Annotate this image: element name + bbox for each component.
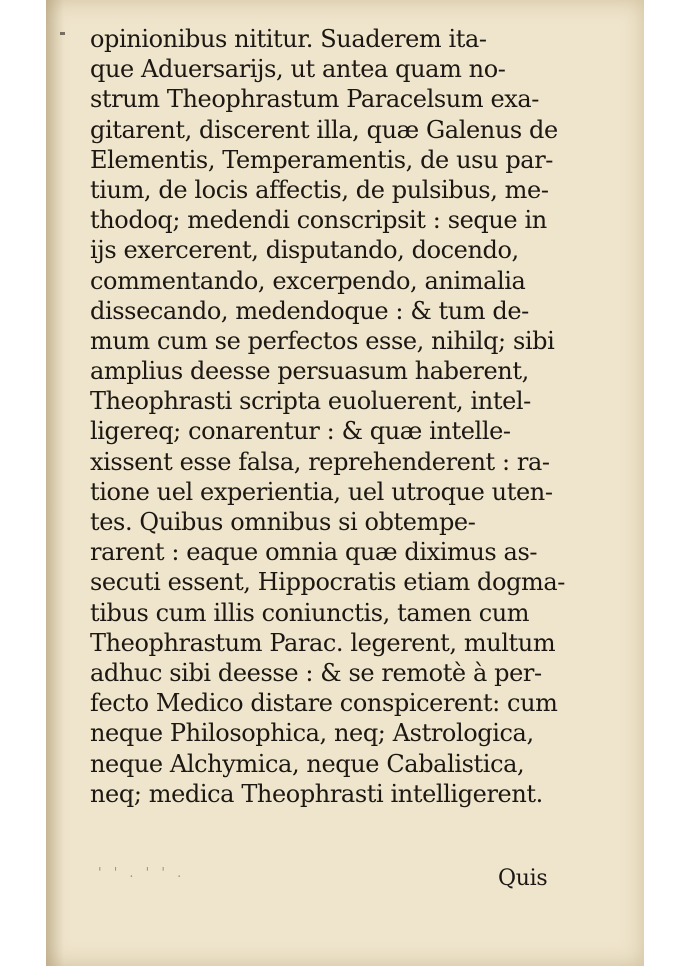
text-line: fecto Medico distare conspicerent: cum [90,689,558,718]
text-line: thodoq; medendi conscripsit : seque in [90,206,547,235]
text-line: dissecando, medendoque : & tum de- [90,296,529,325]
text-line: xissent esse falsa, reprehenderent : ra- [90,447,550,476]
text-line: ijs exercerent, disputando, docendo, [90,236,519,265]
text-line: adhuc sibi deesse : & se remotè à per- [90,658,542,687]
text-line: rarent : eaque omnia quæ diximus as- [90,538,538,567]
text-line: mum cum se perfectos esse, nihilq; sibi [90,326,555,355]
text-line: ligereq; conarentur : & quæ intelle- [90,417,511,446]
margin-mark [60,32,65,35]
text-line: tione uel experientia, uel utroque uten- [90,477,553,506]
text-line: commentando, excerpendo, animalia [90,266,526,295]
text-line: neque Alchymica, neque Cabalistica, [90,749,525,778]
text-line: que Aduersarijs, ut antea quam no- [90,55,506,84]
text-line: gitarent, discerent illa, quæ Galenus de [90,115,558,144]
catchword: Quis [498,866,548,891]
text-line: amplius deesse persuasum haberent, [90,357,529,386]
text-line: opinionibus nititur. Suaderem ita- [90,25,487,53]
text-line: tium, de locis affectis, de pulsibus, me- [90,175,549,204]
text-line: strum Theophrastum Paracelsum exa- [90,85,539,114]
ink-specks: ' ' . ' ' . [98,866,186,881]
text-line: secuti essent, Hippocratis etiam dogma- [90,568,566,597]
book-page [46,0,644,966]
page-gutter-shadow [46,0,64,966]
text-line: Theophrastum Parac. legerent, multum [90,628,556,657]
text-line: tes. Quibus omnibus si obtempe- [90,508,476,536]
text-line: Elementis, Temperamentis, de usu par- [90,145,553,174]
text-line: neque Philosophica, neq; Astrologica, [90,719,534,748]
text-line: Theophrasti scripta euoluerent, intel- [90,387,531,416]
text-line: neq; medica Theophrasti intelligerent. [90,779,543,808]
text-line: tibus cum illis coniunctis, tamen cum [90,598,530,627]
body-text [90,24,578,809]
